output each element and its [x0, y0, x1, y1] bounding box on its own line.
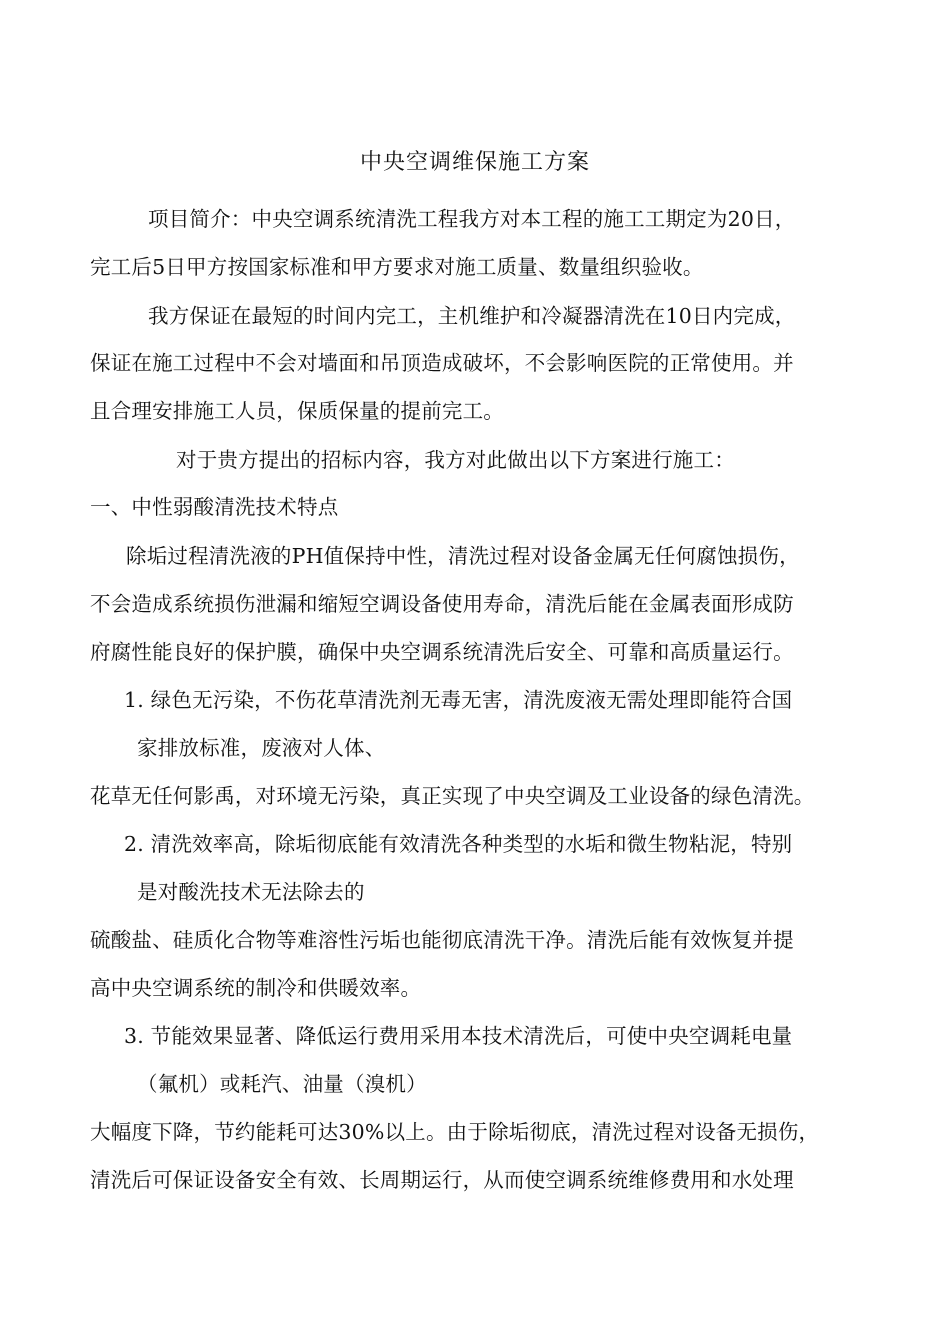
- list-item-3-continuation-2: 清洗后可保证设备安全有效、长周期运行，从而使空调系统维修费用和水处理: [90, 1168, 794, 1192]
- list-item-1-line-2: 家排放标准，废液对人体、: [137, 736, 386, 760]
- list-item-2-line-1: 2. 清洗效率高，除垢彻底能有效清洗各种类型的水垢和微生物粘泥，特别: [124, 832, 793, 856]
- list-item-1-continuation: 花草无任何影禹，对环境无污染，真正实现了中央空调及工业设备的绿色清洗。: [90, 784, 815, 808]
- plan-intro: 对于贵方提出的招标内容，我方对此做出以下方案进行施工：: [176, 448, 735, 472]
- section-heading: 一、中性弱酸清洗技术特点: [90, 495, 339, 519]
- list-item-2-continuation-1: 硫酸盐、硅质化合物等难溶性污垢也能彻底清洗干净。清洗后能有效恢复并提: [90, 928, 794, 952]
- list-item-2-continuation-2: 高中央空调系统的制冷和供暖效率。: [90, 976, 422, 1000]
- list-item-2-line-2: 是对酸洗技术无法除去的: [137, 880, 365, 904]
- intro-line-1: 项目简介：中央空调系统清洗工程我方对本工程的施工工期定为20日，: [148, 207, 796, 231]
- list-item-1-line-1: 1. 绿色无污染，不伤花草清洗剂无毒无害，清洗废液无需处理即能符合国: [124, 688, 793, 712]
- guarantee-line-3: 且合理安排施工人员，保质保量的提前完工。: [90, 399, 504, 423]
- section-paragraph-line-2: 不会造成系统损伤泄漏和缩短空调设备使用寿命，清洗后能在金属表面形成防: [90, 592, 794, 616]
- guarantee-line-1: 我方保证在最短的时间内完工，主机维护和冷凝器清洗在10日内完成，: [148, 304, 796, 328]
- guarantee-line-2: 保证在施工过程中不会对墙面和吊顶造成破坏，不会影响医院的正常使用。并: [90, 351, 794, 375]
- intro-line-2: 完工后5日甲方按国家标准和甲方要求对施工质量、数量组织验收。: [90, 255, 704, 279]
- section-paragraph-line-1: 除垢过程清洗液的PH值保持中性，清洗过程对设备金属无任何腐蚀损伤，: [126, 544, 800, 568]
- list-item-3-continuation-1: 大幅度下降，节约能耗可达30%以上。由于除垢彻底，清洗过程对设备无损伤，: [90, 1120, 820, 1144]
- list-item-3-line-2: （氟机）或耗汽、油量（溴机）: [137, 1072, 427, 1096]
- list-item-3-line-1: 3. 节能效果显著、降低运行费用采用本技术清洗后，可使中央空调耗电量: [124, 1024, 793, 1048]
- page-title: 中央空调维保施工方案: [359, 150, 590, 175]
- section-paragraph-line-3: 府腐性能良好的保护膜，确保中央空调系统清洗后安全、可靠和高质量运行。: [90, 640, 794, 664]
